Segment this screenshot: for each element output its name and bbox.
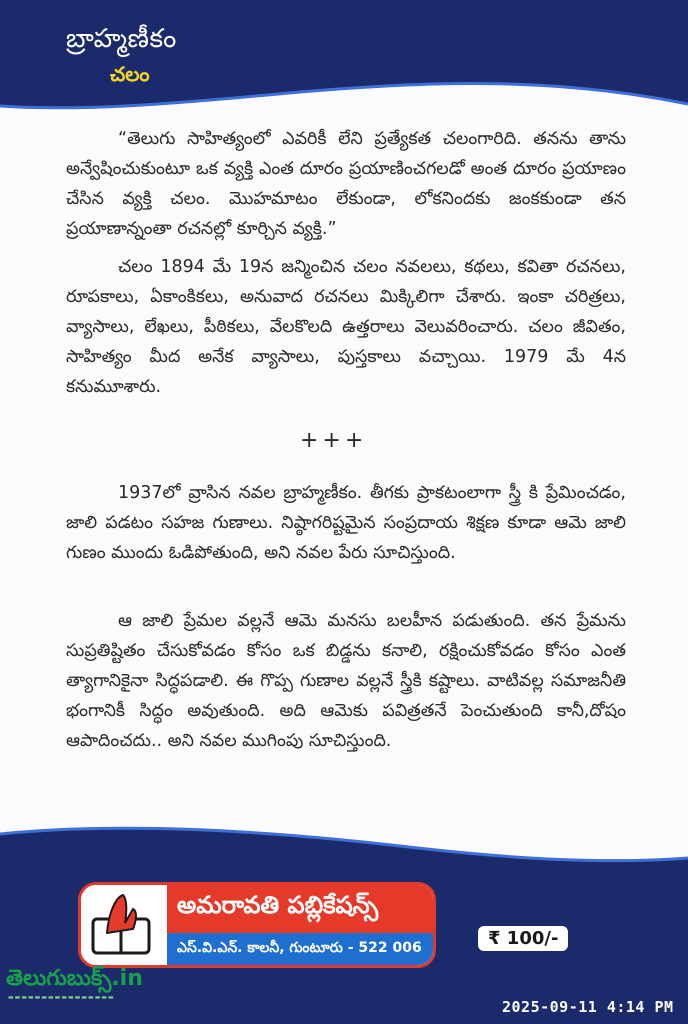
author-name: చలం (110, 62, 150, 86)
paragraph-novel-summary: ఆ జాలి ప్రేమల వల్లనే ఆమె మనసు బలహీన పడుతుంది. తన ప్రేమను సుప్రతిష్టితం చేసుకోవడం కోసం ఒక బిడ్డను కనాలి, రక్షించుకోవడం కోసం ఎంత త్యాగానికైనా సిద్ధపడాలి. ఈ గొప్ప గుణాల వల్లనే స్త్రీకి కష్టాలు. వాటివల్ల సమాజనీతి భంగానికీ సిద్ధం అవుతుంది. అది ఆమెకు పవిత్రతనే పెంచుతుంది కానీ,దోషం ఆపాదించదు.. అని నవల ముగింపు సూచిస్తుంది. (66, 611, 626, 751)
paragraph-biography: చలం 1894 మే 19న జన్మించిన చలం నవలలు, కథలు, కవితా రచనలు, రూపకాలు, ఏకాంకికలు, అనువాద రచనలు మిక్కిలిగా చేశారు. ఇంకా చరిత్రలు, వ్యాసాలు, లేఖలు, పీఠికలు, వేలకొలది ఉత్తరాలు వెలువరించారు. చలం జీవితం, సాహిత్యం మీద అనేక వ్యాసాలు, పుస్తకాలు వచ్చాయి. 1979 మే 4న కనుమూశారు. (66, 257, 626, 397)
price-tag: ₹ 100/- (478, 926, 568, 951)
site-watermark: తెలుగుబుక్స్.in (6, 966, 143, 991)
paragraph-novel-intro: 1937లో వ్రాసిన నవల బ్రాహ్మణీకం. తీగకు ప్రాకటంలాగా స్త్రీ కి ప్రేమించడం, జాలి పడటం సహజ గుణాలు. నిష్ఠాగరిష్టమైన సంప్రదాయ శిక్షణ కూడా ఆమె జాలి గుణం ముందు ఓడిపోతుంది, అని నవల పేరు సూచిస్తుంది. (66, 483, 626, 563)
publisher-address: ఎస్.వి.ఎన్. కాలనీ, గుంటూరు - 522 006 (177, 940, 422, 956)
book-title: బ్రాహ్మణీకం (66, 24, 177, 54)
watermark-underline: ▬▬▬▬▬▬▬▬▬▬▬▬▬▬▬▬ (8, 994, 115, 1001)
section-separator: +++ (300, 428, 368, 453)
top-banner (0, 0, 688, 130)
hand-book-emblem-icon (87, 889, 161, 961)
publisher-logo (78, 882, 436, 968)
photo-timestamp: 2025-09-11 4:14 PM (502, 998, 674, 1016)
paragraph-quote: “తెలుగు సాహిత్యంలో ఎవరికీ లేని ప్రత్యేకత చలంగారిది. తనను తాను అన్వేషించుకుంటూ ఒక వ్యక్తి ఎంత దూరం ప్రయాణించగలడో అంత దూరం ప్రయాణం చేసిన వ్యక్తి చలం. మొహమాటం లేకుండా, లోకనిందకు జంకకుండా తన ప్రయాణాన్నంతా రచనల్లో కూర్చిన వ్యక్తి.” (66, 129, 626, 239)
publisher-name: అమరావతి పబ్లికేషన్స్ (177, 891, 379, 919)
